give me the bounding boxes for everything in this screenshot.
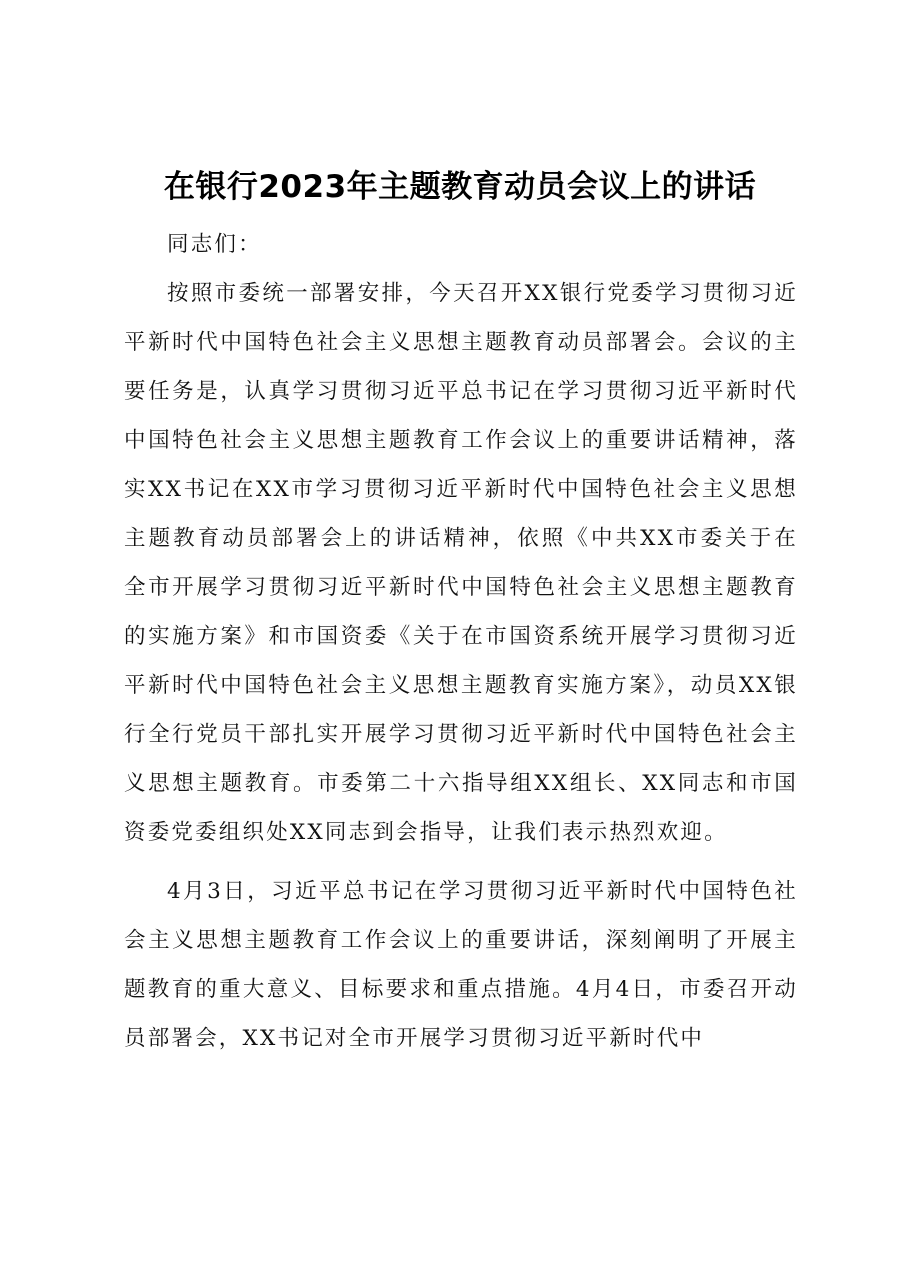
- document-title: 在银行2023年主题教育动员会议上的讲话: [163, 169, 757, 205]
- paragraph-1: 按照市委统一部署安排，今天召开XX银行党委学习贯彻习近平新时代中国特色社会主义思想主题教育动员部署会。会议的主要任务是，认真学习贯彻习近平总书记在学习贯彻习近平新时代中国特色社会主义思想主题教育工作会议上的重要讲话精神，落实XX书记在XX市学习贯彻习近平新时代中国特色社会主义思想主题教育动员部署会上的讲话精神，依照《中共XX市委关于在全市开展学习贯彻习近平新时代中国特色社会主义思想主题教育的实施方案》和市国资委《关于在市国资系统开展学习贯彻习近平新时代中国特色社会主义思想主题教育实施方案》，动员XX银行全行党员干部扎实开展学习贯彻习近平新时代中国特色社会主义思想主题教育。市委第二十六指导组XX组长、XX同志和市国资委党委组织处XX同志到会指导，让我们表示热烈欢迎。: [124, 281, 798, 845]
- paragraph-2: 4月3日，习近平总书记在学习贯彻习近平新时代中国特色社会主义思想主题教育工作会议上的重要讲话，深刻阐明了开展主题教育的重大意义、目标要求和重点措施。4月4日，市委召开动员部署会，XX书记对全市开展学习贯彻习近平新时代中: [124, 879, 798, 1051]
- salutation: 同志们：: [167, 232, 262, 257]
- document-body: [124, 220, 798, 1063]
